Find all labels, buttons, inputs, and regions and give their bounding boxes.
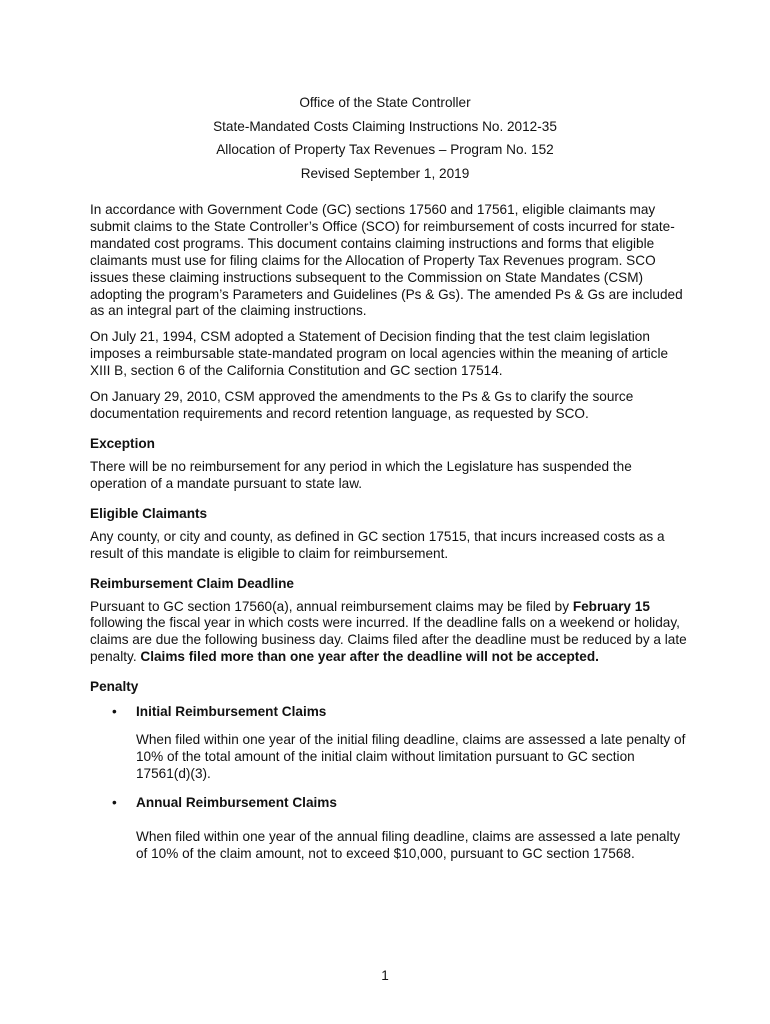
header-instructions-number: State-Mandated Costs Claiming Instructions No. 2012-35: [213, 118, 557, 134]
intro-paragraph-1: In accordance with Government Code (GC) sections 17560 and 17561, eligible claimants may submit claims to the State Controller’s Office (SCO) for reimbursement of costs incurred for state-mandated cost programs. This document contains claiming instructions and forms that eligible claimants must use for filing claims for the Allocation of Property Tax Revenues program. SCO issues these claiming instructions subsequent to the Commission on State Mandates (CSM) adopting the program’s Parameters and Guidelines (Ps & Gs). The amended Ps & Gs are included as an integral part of the claiming instructions.: [90, 202, 683, 319]
penalty-item-annual: [90, 795, 690, 812]
eligible-claimants-heading: Eligible Claimants: [90, 505, 208, 521]
penalty-item-text: When filed within one year of the initial filing deadline, claims are assessed a late penalty of 10% of the total amount of the initial claim without limitation pursuant to GC section 17561(d)(3).: [136, 732, 686, 781]
intro-paragraph-3: On January 29, 2010, CSM approved the amendments to the Ps & Gs to clarify the source documentation requirements and record retention language, as requested by SCO.: [90, 389, 634, 421]
document-body: [90, 202, 690, 873]
claim-deadline-heading: Reimbursement Claim Deadline: [90, 575, 294, 591]
penalty-item-text: When filed within one year of the annual filing deadline, claims are assessed a late penalty of 10% of the claim amount, not to exceed $10,000, pursuant to GC section 17568.: [136, 828, 681, 861]
bullet-icon: •: [112, 704, 117, 720]
header-revised-date: Revised September 1, 2019: [300, 165, 470, 181]
deadline-warning: Claims filed more than one year after the deadline will not be accepted.: [140, 649, 599, 665]
header-program: Allocation of Property Tax Revenues – Program No. 152: [216, 142, 554, 157]
penalty-item-title: Annual Reimbursement Claims: [136, 794, 337, 810]
penalty-item-initial: [90, 704, 690, 721]
eligible-claimants-text: Any county, or city and county, as defined in GC section 17515, that incurs increased costs as a result of this mandate is eligible to claim for reimbursement.: [90, 528, 665, 561]
deadline-date: February 15: [572, 598, 650, 614]
deadline-text-part-a: Pursuant to GC section 17560(a), annual reimbursement claims may be filed by: [90, 598, 573, 614]
intro-paragraph-2: On July 21, 1994, CSM adopted a Statement of Decision finding that the test claim legislation imposes a reimbursable state-mandated program on local agencies within the meaning of article XIII B, section 6 of the California Constitution and GC section 17514.: [90, 329, 669, 379]
header-office: Office of the State Controller: [299, 95, 471, 110]
penalty-heading: Penalty: [90, 679, 139, 695]
penalty-item-title: Initial Reimbursement Claims: [136, 704, 327, 720]
exception-text: There will be no reimbursement for any period in which the Legislature has suspended the operation of a mandate pursuant to state law.: [90, 458, 632, 491]
deadline-text-part-b: following the fiscal year in which costs were incurred. If the deadline falls on a weekend or holiday, claims are due the following business day. Claims filed after the deadline must be reduced by a late penalty.: [90, 615, 687, 665]
page-number: 1: [381, 968, 389, 983]
document-header: [0, 93, 770, 187]
claim-deadline-text: [90, 599, 690, 667]
bullet-icon: •: [112, 794, 117, 810]
exception-heading: Exception: [90, 435, 155, 451]
